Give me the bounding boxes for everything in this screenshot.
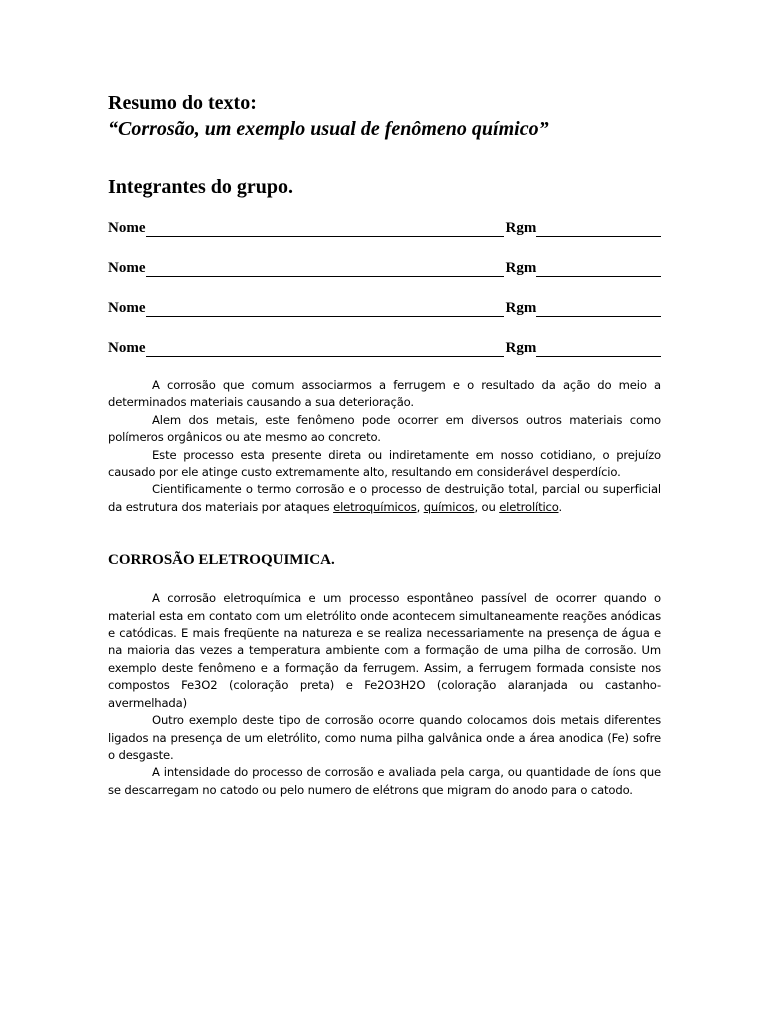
name-field-line[interactable] <box>146 301 504 317</box>
separator: , ou <box>474 499 500 514</box>
member-row <box>108 297 661 317</box>
name-field-line[interactable] <box>146 341 504 357</box>
member-row <box>108 217 661 237</box>
rgm-field-line[interactable] <box>536 341 661 357</box>
member-list <box>108 217 661 357</box>
paragraph-text: Cientificamente o termo corrosão e o processo de destruição total, parcial ou superficial da estrutura dos materiais por ataques <box>108 482 661 514</box>
section-heading: CORROSÃO ELETROQUIMICA. <box>108 552 335 569</box>
rgm-field-line[interactable] <box>536 301 661 317</box>
rgm-field-line[interactable] <box>536 261 661 277</box>
rgm-field-line[interactable] <box>536 221 661 237</box>
group-heading: Integrantes do grupo. <box>108 176 294 198</box>
member-row <box>108 257 661 277</box>
name-label: Nome <box>108 260 146 276</box>
section-paragraph-3: A intensidade do processo de corrosão e avaliada pela carga, ou quantidade de íons que se descarregam no catodo ou pelo numero de elétrons que migram do anodo para o catodo. <box>108 765 661 797</box>
name-label: Nome <box>108 300 146 316</box>
name-field-line[interactable] <box>146 261 504 277</box>
name-field-line[interactable] <box>146 221 504 237</box>
section-paragraph-2: Outro exemplo deste tipo de corrosão ocorre quando colocamos dois metais diferentes ligados na presença de um eletrólito, como numa pilha galvânica onde a área anodica (Fe) sofre o desgaste. <box>108 713 661 762</box>
section-paragraph-1: A corrosão eletroquímica e um processo espontâneo passível de ocorrer quando o material esta em contato com um eletrólito onde acontecem simultaneamente reações anódicas e catódicas. E mais freqüente na natureza e se realiza necessariamente na presença de água e na maioria das vezes a temperatura ambiente com a formação de uma pilha de corrosão. Um exemplo deste fenômeno e a formação da ferrugem. Assim, a ferrugem formada consiste nos compostos Fe3O2 (coloração preta) e Fe2O3H2O (coloração alaranjada ou castanho-avermelhada) <box>108 591 661 710</box>
name-label: Nome <box>108 220 146 236</box>
rgm-label: Rgm <box>505 340 537 356</box>
intro-paragraph-1: A corrosão que comum associarmos a ferrugem e o resultado da ação do meio a determinados materiais causando a sua deterioração. <box>108 378 661 410</box>
separator: , <box>416 499 424 514</box>
document-page <box>108 90 661 799</box>
name-label: Nome <box>108 340 146 356</box>
rgm-label: Rgm <box>505 300 537 316</box>
link-eletroquimicos[interactable]: eletroquímicos <box>333 499 417 514</box>
rgm-label: Rgm <box>505 220 537 236</box>
link-eletrolitico[interactable]: eletrolítico <box>499 499 559 514</box>
member-row <box>108 337 661 357</box>
link-quimicos[interactable]: químicos <box>423 499 475 514</box>
document-title: Resumo do texto: <box>108 92 257 114</box>
rgm-label: Rgm <box>505 260 537 276</box>
document-subtitle: “Corrosão, um exemplo usual de fenômeno químico” <box>108 118 549 140</box>
intro-paragraph-3: Este processo esta presente direta ou indiretamente em nosso cotidiano, o prejuízo causado por ele atinge custo extremamente alto, resultando em considerável desperdício. <box>108 447 661 480</box>
section-text <box>108 590 661 799</box>
sentence-end: . <box>558 499 563 514</box>
intro-text <box>108 377 661 516</box>
intro-paragraph-2: Alem dos metais, este fenômeno pode ocorrer em diversos outros materiais como polímeros orgânicos ou ate mesmo ao concreto. <box>108 412 661 445</box>
intro-paragraph-4 <box>108 481 661 516</box>
